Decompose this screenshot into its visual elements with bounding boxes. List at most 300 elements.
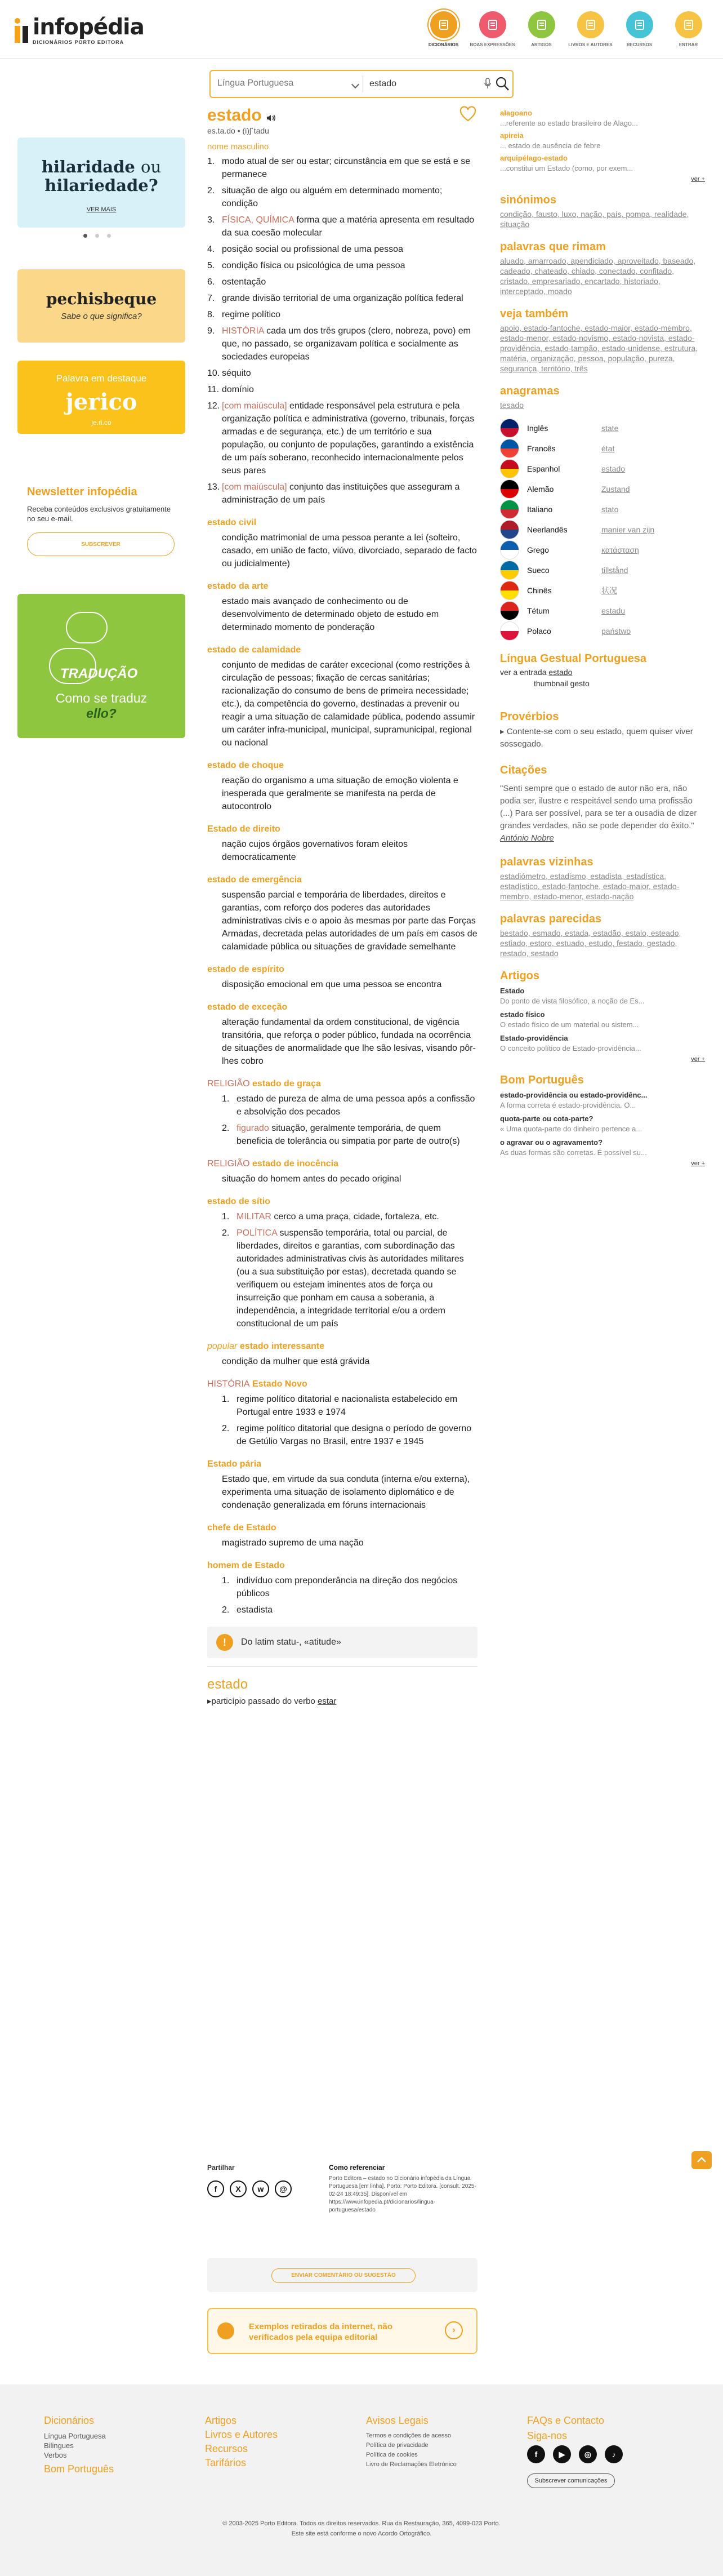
translation-language: Tétum — [527, 606, 550, 615]
similar-list[interactable]: bestado, esmado, estada, estadão, estalo, esteado, estiado, estoro, estuado, estudo, festado, gestado, restado, sestado — [500, 929, 681, 958]
subentry-head — [207, 581, 477, 592]
subentry-head — [207, 1002, 477, 1012]
related-word[interactable]: apireia — [500, 131, 524, 140]
subentry-domain: HISTÓRIA — [207, 1379, 250, 1389]
resources-icon — [626, 11, 653, 38]
related-word[interactable]: arquipélago-estado — [500, 154, 568, 162]
see-more-link[interactable]: ver + — [691, 176, 705, 183]
subentry-word: estado de espírito — [207, 965, 284, 974]
examples-text: Exemplos retirados da internet, não verificados pela equipa editorial — [249, 2322, 393, 2342]
entry-category: nome masculino — [207, 142, 269, 152]
translation-value[interactable]: państwo — [601, 627, 631, 636]
footer-link[interactable]: Livro de Reclamações Eletrónico — [366, 2461, 457, 2468]
sense-number: 6. — [207, 277, 215, 287]
facebook-icon[interactable]: f — [527, 2445, 545, 2463]
word-quiz-card[interactable] — [17, 137, 185, 228]
nav-label: BOAS EXPRESSÕES — [470, 42, 515, 47]
suggestion-box — [207, 2258, 477, 2292]
meaning-word: pechisbeque — [46, 290, 157, 308]
subentry-def: condição da mulher que está grávida — [222, 1357, 370, 1366]
subentry-def: estado mais avançado de conhecimento ou de desenvolvimento de determinado objeto de estudo em determinado momento de ponderação — [222, 597, 439, 632]
sense-item — [207, 184, 477, 210]
instagram-icon[interactable]: ◎ — [579, 2445, 597, 2463]
fr-flag-icon — [500, 439, 519, 458]
x-icon[interactable]: X — [230, 2180, 247, 2197]
articles-list — [500, 986, 705, 1054]
etymology-text: Do latim statu-, «atitude» — [241, 1637, 341, 1647]
translation-row — [500, 560, 705, 580]
sense-item — [207, 276, 477, 288]
articles-title: Artigos — [500, 970, 539, 982]
lgp-title: Língua Gestual Portuguesa — [500, 652, 647, 665]
translation-value[interactable]: manier van zijn — [601, 525, 655, 534]
examples-banner[interactable] — [207, 2308, 477, 2354]
translation-value[interactable]: état — [601, 444, 615, 453]
article-item-excerpt: O conceito político de Estado-providência... — [500, 1044, 641, 1052]
sense-domain: [com maiúscula] — [222, 401, 287, 411]
translation-language: Italiano — [527, 505, 553, 514]
carousel-dots — [83, 234, 111, 238]
sense-number: 12. — [207, 401, 220, 411]
sense-number: 11. — [207, 385, 220, 394]
carousel-dot[interactable] — [83, 234, 87, 238]
synonyms-title: sinónimos — [500, 194, 557, 206]
related-entry[interactable] — [500, 108, 705, 128]
heart-icon[interactable] — [459, 106, 476, 122]
footer-link[interactable]: Bilingues — [44, 2441, 74, 2450]
nav-item-2[interactable] — [517, 11, 566, 47]
subentry-domain: RELIGIÃO — [207, 1159, 250, 1169]
subentry-word: estado interessante — [239, 1342, 325, 1351]
translation-value[interactable]: κατάσταση — [601, 545, 639, 554]
bom-portugues-item-title[interactable]: o agravar ou o agravamento? — [500, 1138, 603, 1147]
sense-text: entidade responsável pela estrutura e pela organização política e administrativa (governo, tribunais, forças armadas e de segurança, etc.) de um território e sua população, ou conjunto de populações, garantindo a existência de um país soberano, reconhecido internacionalmente pelos seus pares — [222, 401, 475, 476]
related-excerpt: ...referente ao estado brasileiro de Alago... — [500, 119, 638, 127]
subentry-def: reação do organismo a uma situação de emoção violenta e inesperada que geralmente se manifesta na perda de autocontrolo — [222, 776, 458, 811]
sense-item — [207, 259, 477, 272]
quote-author[interactable]: António Nobre — [500, 833, 554, 843]
footer-col-legal — [366, 2416, 457, 2470]
subentry-word: estado de exceção — [207, 1002, 288, 1012]
footer-link[interactable]: Avisos Legais — [366, 2415, 429, 2426]
subentry-head — [207, 1379, 477, 1389]
sense-number: 1. — [222, 1394, 230, 1404]
see-more-link[interactable]: ver + — [691, 1160, 705, 1167]
bom-portugues-item[interactable] — [500, 1114, 705, 1134]
see-more-link[interactable]: VER MAIS — [86, 206, 117, 213]
translation-language: Sueco — [527, 566, 550, 575]
sense-domain: POLÍTICA — [236, 1228, 278, 1238]
quotes-title: Citações — [500, 764, 547, 776]
meaning-question: Sabe o que significa? — [61, 312, 142, 321]
lgp-link[interactable]: estado — [548, 668, 573, 677]
translation-row — [500, 438, 705, 459]
sense-number: 10. — [207, 368, 220, 378]
footer-col-contact — [527, 2416, 623, 2488]
nav-item-4[interactable] — [615, 11, 664, 47]
es-flag-icon — [500, 459, 519, 478]
subentry-list — [207, 518, 477, 1616]
sense-number: 2. — [222, 1605, 230, 1615]
microphone-icon[interactable] — [484, 78, 491, 89]
chevron-right-icon[interactable]: › — [445, 2321, 463, 2339]
entry2-word: estado — [207, 1677, 248, 1692]
sense-domain: HISTÓRIA — [222, 326, 264, 336]
sense-item — [207, 383, 477, 396]
translation-row — [500, 621, 705, 641]
bom-portugues-item-title[interactable]: estado-providência ou estado-providênc... — [500, 1091, 648, 1099]
quiz-word-b: hilariedade? — [44, 176, 158, 195]
speech-icon — [479, 11, 506, 38]
anagrams-title: anagramas — [500, 385, 560, 397]
subentry-word: estado da arte — [207, 581, 269, 591]
translation-language: Chinês — [527, 586, 552, 595]
lgp-thumbnail[interactable]: thumbnail gesto — [534, 679, 590, 688]
entry-word: estado — [207, 106, 262, 125]
nav-item-3[interactable] — [566, 11, 615, 47]
subentry-sense — [222, 1393, 477, 1419]
sense-item — [207, 292, 477, 305]
subentry-head — [207, 518, 477, 528]
article-item-excerpt: Do ponto de vista filosófico, a noção de Es... — [500, 997, 645, 1005]
globe-icon — [217, 2322, 234, 2339]
article-item-title[interactable]: estado físico — [500, 1010, 545, 1019]
share-section — [207, 2164, 477, 2213]
uk-flag-icon — [500, 419, 519, 438]
footer-link[interactable]: Língua Portuguesa — [44, 2432, 106, 2440]
tiktok-icon[interactable]: ♪ — [605, 2445, 623, 2463]
sense-number: 2. — [222, 1123, 230, 1133]
sense-text: posição social ou profissional de uma pessoa — [222, 245, 403, 254]
nav-label: RECURSOS — [626, 42, 653, 47]
send-suggestion-button[interactable]: ENVIAR COMENTÁRIO OU SUGESTÃO — [271, 2268, 416, 2283]
subentry-def: alteração fundamental da ordem constitucional, de vigência transitória, que reforça o poder público, fundada na ocorrência de situações de anormalidade que lhe são lesivas, visando pôr-lhes cobro — [222, 1018, 476, 1066]
subentry-word: chefe de Estado — [207, 1523, 276, 1533]
subentry-sense — [222, 1574, 477, 1600]
translation-language: Alemão — [527, 485, 554, 494]
email-icon[interactable]: @ — [275, 2180, 292, 2197]
see-also-title: veja também — [500, 308, 569, 320]
sense-item — [207, 308, 477, 321]
proverb-text: ▸ Contente-se com o seu estado, quem quiser viver sossegado. — [500, 727, 693, 749]
book-icon — [430, 11, 457, 38]
logo-name: infopédia — [33, 14, 144, 40]
sense-domain: figurado — [236, 1123, 269, 1133]
carousel-dot[interactable] — [107, 234, 111, 238]
translation-value[interactable]: tillstånd — [601, 566, 628, 575]
related-word[interactable]: alagoano — [500, 109, 533, 117]
featured-pron: je.ri.co — [91, 419, 111, 427]
article-item-title[interactable]: Estado-providência — [500, 1034, 568, 1042]
anagrams-list[interactable]: tesado — [500, 401, 524, 410]
footer-link[interactable]: Tarifários — [205, 2457, 247, 2468]
subentry-word: Estado Novo — [252, 1379, 307, 1389]
nav-item-0[interactable] — [419, 11, 468, 47]
main-nav — [419, 11, 713, 47]
subentry-word: estado de calamidade — [207, 645, 301, 655]
subentry-register: popular — [207, 1342, 238, 1351]
featured-label: Palavra em destaque — [56, 373, 147, 384]
translation-question: Como se traduz — [55, 691, 148, 705]
entry2-link[interactable]: estar — [318, 1696, 337, 1706]
carousel-dot[interactable] — [95, 234, 99, 238]
subentry-head — [207, 1079, 477, 1089]
sense-item — [207, 367, 477, 380]
translation-value[interactable]: estadu — [601, 606, 626, 615]
quiz-word-a: hilaridade — [41, 157, 135, 176]
etymology-box — [207, 1627, 477, 1658]
sense-text: regime político — [222, 310, 281, 319]
sense-text: regime político ditatorial e nacionalista estabelecido em Portugal entre 1933 e 1974 — [236, 1394, 458, 1417]
tl-flag-icon — [500, 601, 519, 620]
related-excerpt: ...constitui um Estado (como, por exem... — [500, 164, 633, 172]
subentry-head — [207, 1561, 477, 1571]
de-flag-icon — [500, 479, 519, 499]
footer-link[interactable]: Dicionários — [44, 2415, 95, 2426]
back-to-top-button[interactable] — [691, 2151, 712, 2169]
footer-link[interactable]: Política de cookies — [366, 2451, 418, 2458]
footer-link[interactable]: Termos e condições de acesso — [366, 2432, 452, 2439]
sense-number: 8. — [207, 310, 215, 319]
translation-row — [500, 540, 705, 560]
cn-flag-icon — [500, 581, 519, 600]
subentry-word: estado de inocência — [252, 1159, 338, 1169]
site-footer — [0, 2384, 723, 2576]
sense-text: situação de algo ou alguém em determinado momento; condição — [222, 186, 443, 208]
user-icon — [675, 11, 702, 38]
sense-number: 2. — [222, 1424, 230, 1433]
subentry-sense — [222, 1604, 477, 1616]
sense-text: ostentação — [222, 277, 266, 287]
footer-link[interactable]: Livros e Autores — [205, 2429, 278, 2440]
logo[interactable] — [15, 15, 144, 46]
translation-value[interactable]: Zustand — [601, 485, 630, 494]
subentry-head — [207, 1197, 477, 1207]
translation-row — [500, 499, 705, 519]
related-excerpt: ... estado de ausência de febre — [500, 141, 601, 150]
footer-link[interactable]: Artigos — [205, 2415, 237, 2426]
subentry-word: estado de emergência — [207, 875, 302, 885]
bom-portugues-item[interactable] — [500, 1138, 705, 1158]
translation-row — [500, 601, 705, 621]
footer-col-content — [205, 2416, 278, 2472]
article-item[interactable] — [500, 986, 705, 1006]
footer-link[interactable]: Recursos — [205, 2443, 248, 2454]
youtube-icon[interactable]: ▶ — [553, 2445, 571, 2463]
copyright-text: © 2003-2025 Porto Editora. Todos os direitos reservados. Rua da Restauração, 365, 4099-023 Porto. — [222, 2520, 501, 2527]
sense-item — [207, 155, 477, 181]
nav-label: LIVROS E AUTORES — [568, 42, 613, 47]
sense-domain: [com maiúscula] — [222, 482, 287, 492]
translation-row — [500, 479, 705, 499]
subscribe-button[interactable]: SUBSCREVER — [27, 532, 175, 556]
sense-number: 5. — [207, 261, 215, 270]
sense-text: séquito — [222, 368, 251, 378]
bom-portugues-title: Bom Português — [500, 1074, 584, 1086]
footer-col-dictionaries — [44, 2416, 114, 2479]
dictionary-entry — [207, 106, 477, 1706]
bom-portugues-item-excerpt: A forma correta é estado-providência. O... — [500, 1101, 636, 1109]
sense-text: estado de pureza de alma de uma pessoa após a confissão e absolvição dos pecados — [236, 1094, 475, 1117]
subentry-word: Estado pária — [207, 1459, 262, 1469]
bom-portugues-item-title[interactable]: quota-parte ou cota-parte? — [500, 1114, 593, 1123]
nearby-title: palavras vizinhas — [500, 856, 593, 868]
nav-label: DICIONÁRIOS — [428, 42, 459, 47]
sense-number: 4. — [207, 245, 215, 254]
sense-text: conjunto das instituições que asseguram a administração de um país — [222, 482, 460, 505]
translation-row — [500, 580, 705, 601]
sense-number: 9. — [207, 326, 215, 336]
sense-text: grande divisão territorial de uma organização política federal — [222, 294, 463, 303]
subentry-word: Estado de direito — [207, 824, 280, 834]
bom-portugues-list — [500, 1090, 705, 1158]
sense-number: 1. — [222, 1212, 230, 1222]
subentry-head — [207, 875, 477, 885]
article-item-title[interactable]: Estado — [500, 987, 525, 995]
related-entry[interactable] — [500, 153, 705, 174]
translation-row — [500, 418, 705, 438]
translation-language: Polaco — [527, 627, 551, 636]
subentry-def: suspensão parcial e temporária de liberdades, direitos e garantias, com reforço dos poderes das autoridades administrativas civis e o apoio às mesmas por parte das Forças Armadas, decretada pelas autoridades de um país em casos de calamidade pública ou situações de gravidade semelhante — [222, 890, 477, 952]
translations-list — [500, 418, 705, 641]
translation-language: Inglês — [527, 424, 548, 433]
similar-title: palavras parecidas — [500, 913, 602, 925]
subentry-def: nação cujos órgãos governativos foram eleitos democraticamente — [222, 840, 408, 862]
subentry-sense — [222, 1227, 477, 1330]
share-label: Partilhar — [207, 2164, 235, 2171]
related-entries — [500, 108, 705, 174]
speaker-icon[interactable] — [266, 114, 275, 122]
search-bar — [209, 70, 514, 98]
nearby-list[interactable]: estadiómetro, estadismo, estadista, estadística, estadístico, estado-fantoche, estado-maior, estado-membro, estado-menor, estado-nação — [500, 872, 680, 901]
sense-text: situação, geralmente temporária, de quem beneficia de tolerância ou simpatia por parte de outro(s) — [236, 1123, 460, 1146]
sense-text: cerco a uma praça, cidade, fortaleza, etc. — [274, 1212, 439, 1222]
subentry-domain: RELIGIÃO — [207, 1079, 250, 1089]
subentry-word: estado de sítio — [207, 1197, 271, 1206]
subentry-word: estado de choque — [207, 761, 284, 770]
translation-language: Espanhol — [527, 464, 560, 473]
subentry-def: magistrado supremo de uma nação — [222, 1538, 364, 1548]
see-also-list[interactable]: apoio, estado-fantoche, estado-maior, estado-membro, estado-menor, estado-novismo, estado-novista, estado-providência, estado-tampão, estado-unidense, estrutura, matéria, organização, pessoa, população, pureza, segurança, território, três — [500, 323, 698, 373]
featured-word-card[interactable] — [17, 361, 185, 434]
footer-link[interactable]: Verbos — [44, 2451, 67, 2459]
translation-title: TRADUÇÃO — [60, 666, 138, 681]
subentry-word: homem de Estado — [207, 1561, 285, 1570]
sidebar — [500, 106, 705, 1167]
nav-item-5[interactable] — [664, 11, 713, 47]
translation-value[interactable]: stato — [601, 505, 619, 514]
sense-text: condição física ou psicológica de uma pessoa — [222, 261, 405, 270]
sense-number: 2. — [222, 1228, 230, 1238]
subscribe-communications-button[interactable]: Subscrever comunicações — [527, 2473, 615, 2488]
bom-portugues-item-excerpt: As duas formas são corretas. É possível su... — [500, 1148, 647, 1157]
nl-flag-icon — [500, 520, 519, 539]
sense-text: indivíduo com preponderância na direção dos negócios públicos — [236, 1576, 458, 1598]
subentry-def: situação do homem antes do pecado original — [222, 1174, 401, 1184]
translation-language: Grego — [527, 545, 549, 554]
synonyms-list[interactable]: condição, fausto, luxo, nação, país, pompa, realidade, situação — [500, 210, 689, 229]
sense-number: 2. — [207, 186, 215, 196]
proverbs-title: Provérbios — [500, 710, 559, 723]
related-entry[interactable] — [500, 131, 705, 151]
search-icon[interactable] — [496, 77, 509, 91]
subentry-sense — [222, 1122, 477, 1148]
sense-text: domínio — [222, 385, 254, 394]
logo-mark-icon — [15, 18, 29, 43]
sense-item — [207, 243, 477, 256]
lgp-text: ver a entrada — [500, 668, 547, 677]
site-header — [0, 0, 723, 59]
quiz-or: ou — [140, 157, 162, 176]
orthography-note: Este site está conforme o novo Acordo Ortográfico. — [291, 2530, 432, 2537]
reference-text: Porto Editora – estado no Dicionário infopédia da Língua Portuguesa [em linha]. Porto: Porto Editora. [consult. 2025-02-24 18:49:35]. Disponível em https://www.infopedia.pt/dicionarios/lingua-portuguesa/estado — [329, 2175, 476, 2213]
rhymes-title: palavras que rimam — [500, 241, 606, 253]
sense-text: regime político ditatorial que designa o período de governo de Getúlio Vargas no Brasil, entre 1937 e 1945 — [236, 1424, 472, 1446]
divider — [207, 1666, 477, 1667]
gr-flag-icon — [500, 540, 519, 559]
translation-value[interactable]: state — [601, 424, 619, 433]
whatsapp-icon[interactable]: w — [252, 2180, 269, 2197]
article-item[interactable] — [500, 1033, 705, 1054]
subentry-word: estado de graça — [252, 1079, 321, 1089]
newsletter-box — [27, 486, 178, 556]
sense-item — [207, 214, 477, 239]
translation-value[interactable]: 状况 — [601, 586, 617, 595]
subentry-sense — [222, 1210, 477, 1223]
featured-word: jerico — [65, 389, 137, 415]
footer-link[interactable]: Bom Português — [44, 2463, 114, 2475]
subentry-head — [207, 1342, 477, 1352]
quote-text: "Senti sempre que o estado de autor não era, não podia ser, ilustre e respeitável sendo uma profissão (...) Para ser possível, para se ter a ousadia de dizer grandes verdades, não se pode depender do êxito." — [500, 784, 697, 830]
rhymes-list[interactable]: aluado, amarroado, apendiciado, aproveitado, baseado, cadeado, chateado, chiado, conectado, confitado, cristado, empresariado, encartado, historiado, interceptado, moado — [500, 256, 696, 296]
nav-label: ARTIGOS — [531, 42, 552, 47]
chevron-up-icon — [691, 2151, 712, 2169]
subentry-def: Estado que, em virtude da sua conduta (interna e/ou externa), experimenta uma situação de isolamento diplomático e de condenação generalizada em fóruns internacionais — [222, 1474, 470, 1510]
search-input[interactable] — [369, 77, 476, 91]
translation-language: Neerlandês — [527, 525, 568, 534]
subentry-def: conjunto de medidas de caráter excecional (como restrições à circulação de pessoas; fixação de cercas sanitárias; racionalização do consumo de bens de primeira necessidade; etc.), da competência do governo, destinadas a prevenir ou reagir a uma situação de calamidade pública, podendo assumir um caráter infra-municipal, municipal, supramunicipal, regional ou nacional — [222, 660, 475, 748]
speech-bubble-icon — [66, 612, 108, 643]
it-flag-icon — [500, 500, 519, 519]
translation-promo[interactable] — [17, 594, 185, 738]
meaning-card[interactable] — [17, 269, 185, 343]
sense-item — [207, 481, 477, 507]
subentry-head — [207, 645, 477, 655]
translation-row — [500, 519, 705, 540]
follow-label: Siga-nos — [527, 2430, 568, 2441]
subentry-def: disposição emocional em que uma pessoa se encontra — [222, 980, 442, 989]
pl-flag-icon — [500, 621, 519, 641]
subentry-head — [207, 1523, 477, 1533]
entry-pronunciation: es.ta.do • (i)ʃˈtadu — [207, 126, 269, 135]
translation-value[interactable]: estado — [601, 464, 626, 473]
subentry-head — [207, 1459, 477, 1469]
footer-link[interactable]: Política de privacidade — [366, 2442, 429, 2449]
sense-number: 7. — [207, 294, 215, 303]
sense-item — [207, 325, 477, 363]
sense-item — [207, 399, 477, 477]
facebook-icon[interactable]: f — [207, 2180, 224, 2197]
bom-portugues-item[interactable] — [500, 1090, 705, 1111]
nav-item-1[interactable] — [468, 11, 517, 47]
article-item[interactable] — [500, 1010, 705, 1030]
see-more-link[interactable]: ver + — [691, 1056, 705, 1063]
newsletter-title: Newsletter infopédia — [27, 486, 137, 498]
footer-link[interactable]: FAQs e Contacto — [527, 2415, 605, 2426]
sense-text: modo atual de ser ou estar; circunstância em que se está e se permanece — [222, 157, 471, 179]
dictionary-select[interactable]: Língua Portuguesa — [217, 78, 358, 88]
sense-number: 1. — [222, 1094, 230, 1104]
